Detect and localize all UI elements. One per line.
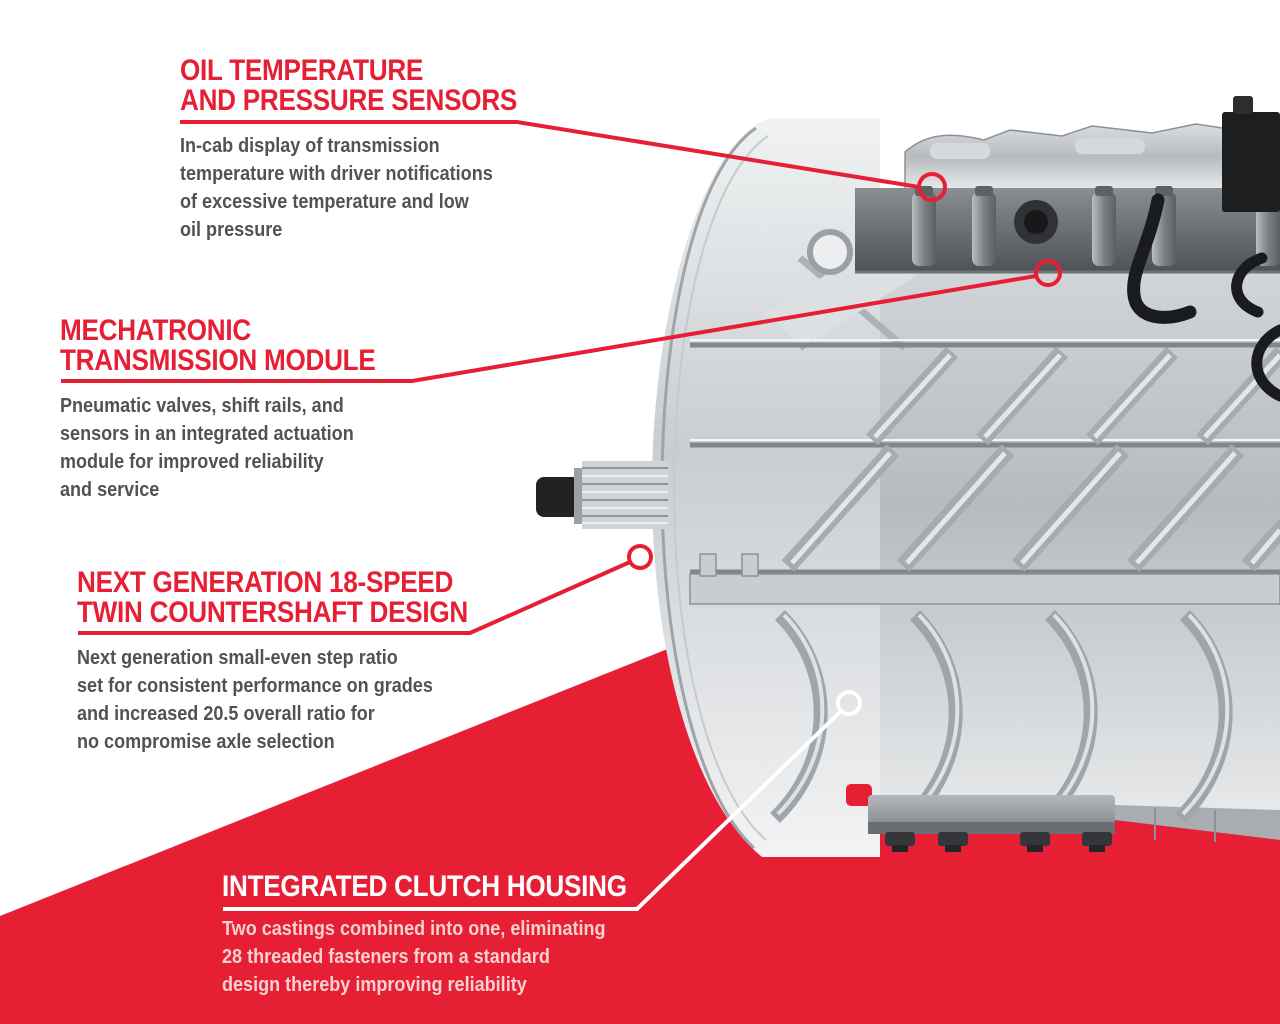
rail-tab	[700, 554, 716, 576]
rail-tab	[742, 554, 758, 576]
callout-title	[222, 872, 627, 902]
cover-bump	[1075, 138, 1145, 154]
callout-body-line: design thereby improving reliability	[222, 973, 527, 996]
mounting-rail	[690, 574, 1280, 604]
callout-body	[180, 132, 521, 244]
callout-title-line: TRANSMISSION MODULE	[60, 344, 376, 377]
cover-bump	[930, 143, 990, 159]
callout-body-line: Next generation small-even step ratio	[77, 646, 398, 669]
callout-body-line: no compromise axle selection	[77, 730, 335, 753]
sensor-port-bore	[1024, 210, 1048, 234]
callout-body-line: module for improved reliability	[60, 450, 324, 473]
callout-oil-temp-pressure-sensors	[180, 56, 567, 244]
callout-title	[180, 56, 517, 116]
callout-title	[60, 316, 375, 376]
callout-body-line: Pneumatic valves, shift rails, and	[60, 394, 344, 417]
callout-title-line: MECHATRONIC	[60, 314, 251, 347]
callout-countershaft-design	[77, 568, 526, 756]
callout-mechatronic-module	[60, 316, 423, 504]
callout-body-line: set for consistent performance on grades	[77, 674, 433, 697]
target-circle-countershaft	[629, 546, 651, 568]
callout-integrated-clutch-housing	[222, 872, 687, 999]
callout-title-line: INTEGRATED CLUTCH HOUSING	[222, 870, 627, 903]
callout-title	[77, 568, 468, 628]
callout-body-line: In-cab display of transmission	[180, 134, 440, 157]
ecu-box	[1222, 112, 1280, 212]
callout-body-line: Two castings combined into one, eliminating	[222, 917, 606, 940]
input-shaft-spline	[582, 461, 668, 529]
callout-body-line: sensors in an integrated actuation	[60, 422, 354, 445]
callout-body-line: of excessive temperature and low	[180, 190, 469, 213]
callout-body-line: 28 threaded fasteners from a standard	[222, 945, 550, 968]
callout-body-line: oil pressure	[180, 218, 283, 241]
callout-body	[77, 644, 473, 756]
ecu-connector	[1233, 96, 1253, 114]
callout-body	[222, 915, 631, 999]
callout-body-line: and increased 20.5 overall ratio for	[77, 702, 375, 725]
callout-body-line: temperature with driver notifications	[180, 162, 493, 185]
callout-title-line: OIL TEMPERATURE	[180, 54, 424, 87]
bracket-hole-ring	[810, 232, 850, 272]
callout-body-line: and service	[60, 478, 160, 501]
callout-title-line: NEXT GENERATION 18-SPEED	[77, 566, 454, 599]
callout-title-line: TWIN COUNTERSHAFT DESIGN	[77, 596, 469, 629]
callout-body	[60, 392, 379, 504]
callout-title-line: AND PRESSURE SENSORS	[180, 84, 518, 117]
